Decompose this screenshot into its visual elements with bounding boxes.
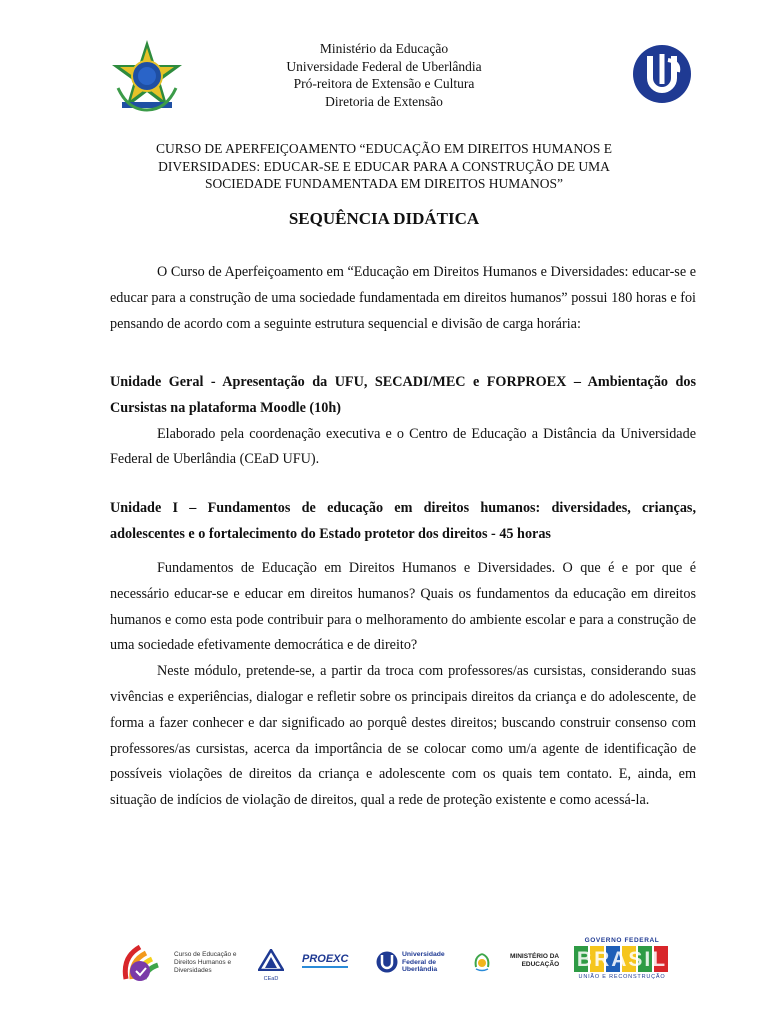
unit-one-body [110,556,696,814]
brasil-wordmark [572,946,672,972]
unit-one-section [110,496,696,548]
mec-logo [510,953,559,969]
gov-federal-logo [572,937,672,980]
mec-logo-line: EDUCAÇÃO [521,961,560,968]
unit-general-text: Elaborado pela coordenação executiva e o Centro de Educação a Distância da Universidade Federal de Uberlândia (CEaD UFU). [110,425,696,468]
header-line: Ministério da Educação [319,41,449,56]
extension-seal-icon [472,951,492,973]
unit-one-paragraph-1: Fundamentos de Educação em Direitos Humanos e Diversidades. O que é e por que é necessário educar-se e educar em direitos humanos? Quais os fundamentos da educação em direitos humanos e como esta pode contribuir para o melhoramento do ambiente escolar e para a construção de uma sociedade efetivamente democrática e de direito? [110,560,696,654]
ufu-footer-text [402,951,445,974]
footer-logos [116,935,676,990]
unit-general-section [110,370,696,473]
course-logo-line: Direitos Humanos e [174,959,232,966]
mec-logo-line: MINISTÉRIO DA [510,953,560,960]
course-logo-line: Diversidades [174,967,212,974]
intro-section [110,260,696,337]
proexc-logo: PROEXC [302,953,348,968]
course-title [110,140,658,193]
header-line: Pró-reitora de Extensão e Cultura [293,76,475,91]
course-logo-icon [120,939,170,983]
institution-header [0,40,768,110]
unit-general-heading: Unidade Geral - Apresentação da UFU, SECADI/MEC e FORPROEX – Ambientação dos Cursistas na plataforma Moodle (10h) [110,374,696,416]
document-title: SEQUÊNCIA DIDÁTICA [288,209,480,228]
ufu-footer-line: Uberlândia [402,966,438,974]
gov-bottom-label: UNIÃO E RECONSTRUÇÃO [578,974,666,980]
gov-top-label: GOVERNO FEDERAL [584,937,660,944]
ufu-footer-line: Federal de [402,958,436,966]
course-title-line: SOCIEDADE FUNDAMENTADA EM DIREITOS HUMANOS” [205,176,563,191]
course-title-line: CURSO DE APERFEIÇOAMENTO “EDUCAÇÃO EM DIREITOS HUMANOS E [156,141,612,156]
cead-logo [256,949,286,987]
ufu-footer-line: Universidade [402,951,445,958]
unit-one-heading: Unidade I – Fundamentos de educação em direitos humanos: diversidades, crianças, adolescentes e o fortalecimento do Estado protetor dos direitos - 45 horas [110,500,696,542]
course-title-line: DIVERSIDADES: EDUCAR-SE E EDUCAR PARA A CONSTRUÇÃO DE UMA [158,158,610,174]
ufu-small-logo-icon [376,951,398,973]
intro-paragraph: O Curso de Aperfeiçoamento em “Educação em Direitos Humanos e Diversidades: educar-se e educar para a construção de uma sociedade fundamentada em direitos humanos” possui 180 horas e foi pensando de acordo com a seguinte estrutura sequencial e divisão de carga horária: [110,264,696,332]
cead-icon [258,949,284,971]
brasil-label: BRASIL [576,948,668,971]
header-line: Diretoria de Extensão [325,93,443,109]
header-line: Universidade Federal de Uberlândia [286,58,482,74]
cead-label: CEaD [263,976,279,982]
unit-one-paragraph-2: Neste módulo, pretende-se, a partir da troca com professores/as cursistas, considerando suas vivências e experiências, dialogar e refletir sobre os principais direitos da criança e do adolescente, de forma a fazer conhecer e dar significado ao porquê destes direitos; buscando construir consenso com professores/as cursistas, acerca da importância de se colocar como um/a agente de identificação de possíveis violações de direitos da criança e adolescente com os quais tem contato. E, ainda, em situação de indícios de violação de direitos, qual a rede de proteção existente e como acessá-la. [110,663,696,809]
course-logo-line: Curso de Educação e [174,951,237,958]
course-logo-text [174,951,237,975]
